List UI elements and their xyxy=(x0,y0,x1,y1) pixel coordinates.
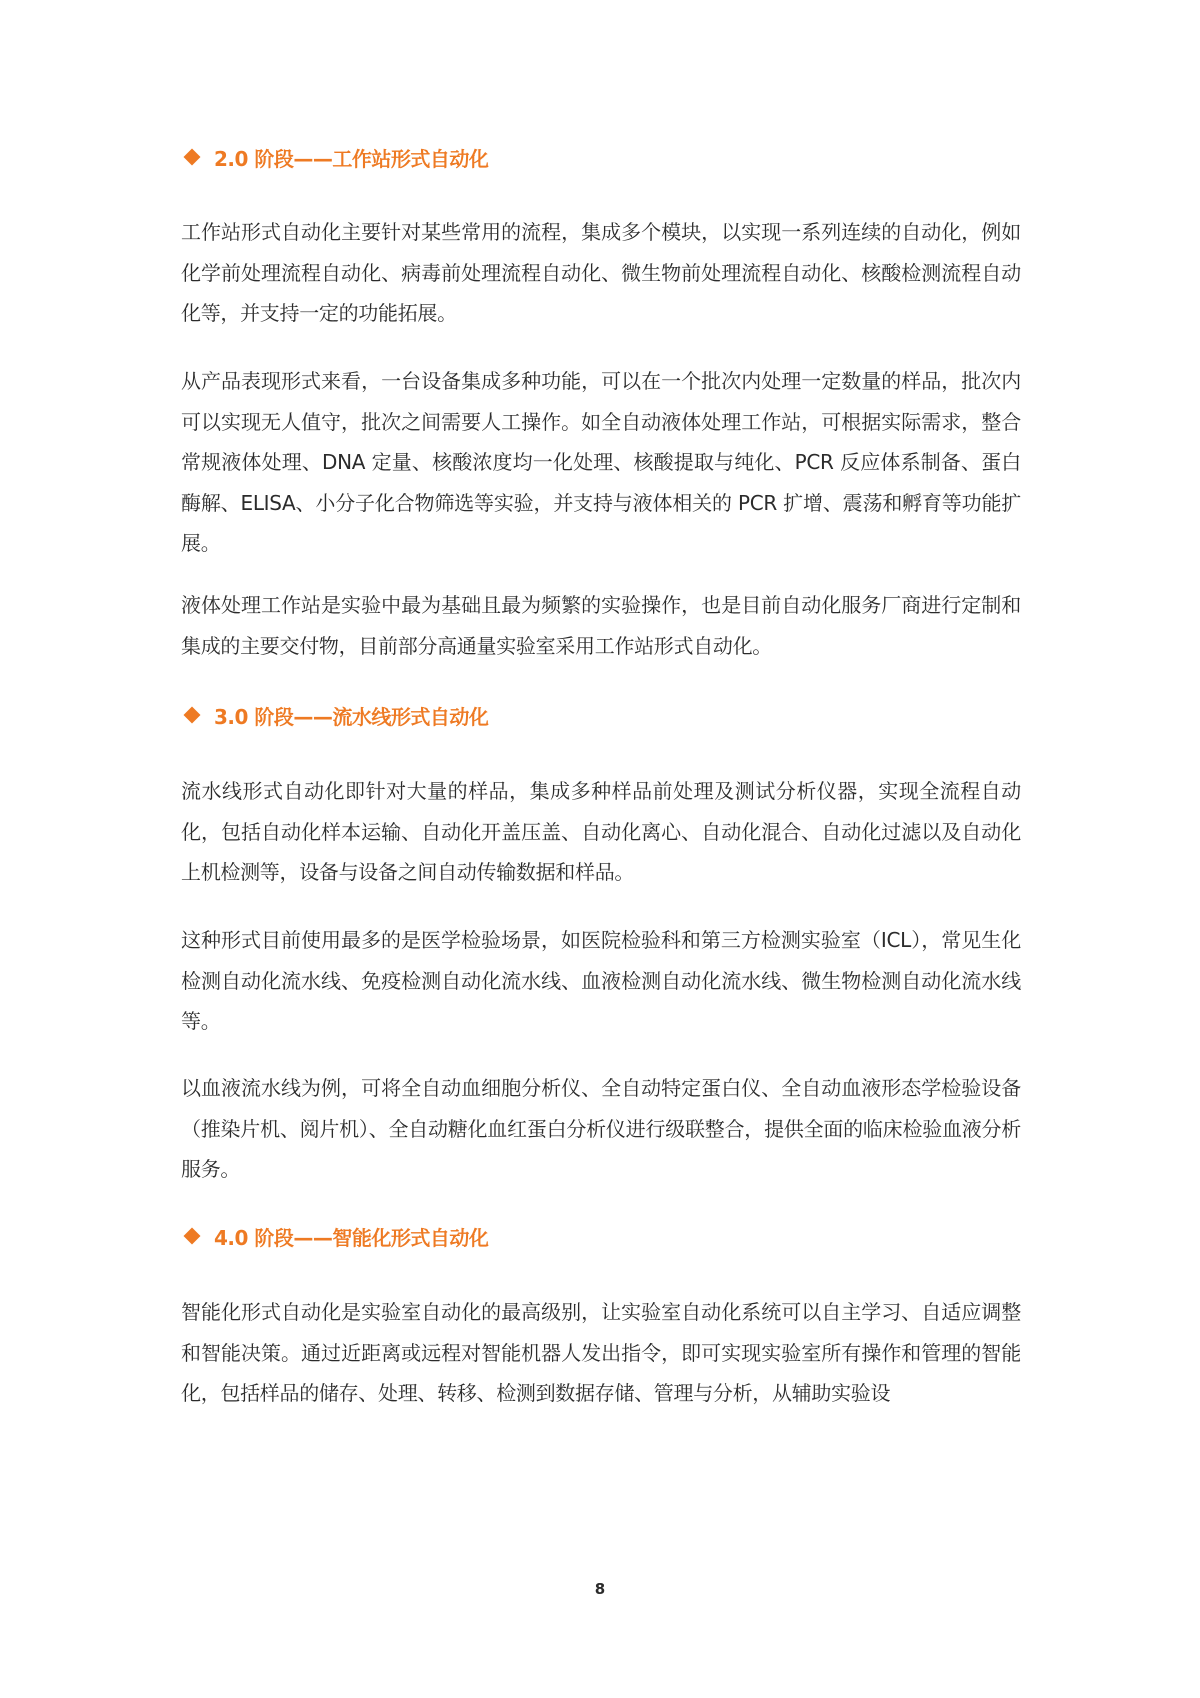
section-heading-2-0 xyxy=(181,139,488,175)
paragraph: 液体处理工作站是实验中最为基础且最为频繁的实验操作，也是目前自动化服务厂商进行定制和集成的主要交付物，目前部分高通量实验室采用工作站形式自动化。 xyxy=(181,593,1021,658)
diamond-bullet-icon xyxy=(184,707,201,724)
document-page xyxy=(181,0,1021,1698)
paragraph: 工作站形式自动化主要针对某些常用的流程，集成多个模块，以实现一系列连续的自动化，例如化学前处理流程自动化、病毒前处理流程自动化、微生物前处理流程自动化、核酸检测流程自动化等，并支持一定的功能拓展。 xyxy=(181,220,1021,325)
section-heading-text: 3.0 阶段——流水线形式自动化 xyxy=(214,704,489,729)
section-heading-text: 2.0 阶段——工作站形式自动化 xyxy=(214,146,489,171)
section-heading-3-0 xyxy=(181,697,488,733)
section-heading-text: 4.0 阶段——智能化形式自动化 xyxy=(214,1225,489,1250)
paragraph: 以血液流水线为例，可将全自动血细胞分析仪、全自动特定蛋白仪、全自动血液形态学检验设备（推染片机、阅片机）、全自动糖化血红蛋白分析仪进行级联整合，提供全面的临床检验血液分析服务。 xyxy=(181,1076,1021,1181)
diamond-bullet-icon xyxy=(184,149,201,166)
diamond-bullet-icon xyxy=(184,1228,201,1245)
page-number: 8 xyxy=(594,1580,606,1598)
paragraph: 智能化形式自动化是实验室自动化的最高级别，让实验室自动化系统可以自主学习、自适应调整和智能决策。通过近距离或远程对智能机器人发出指令，即可实现实验室所有操作和管理的智能化，包括样品的储存、处理、转移、检测到数据存储、管理与分析，从辅助实验设 xyxy=(181,1300,1021,1405)
paragraph: 从产品表现形式来看，一台设备集成多种功能，可以在一个批次内处理一定数量的样品，批次内可以实现无人值守，批次之间需要人工操作。如全自动液体处理工作站，可根据实际需求，整合常规液体处理、DNA 定量、核酸浓度均一化处理、核酸提取与纯化、PCR 反应体系制备、蛋白酶解、ELISA、小分子化合物筛选等实验，并支持与液体相关的 PCR 扩增、震荡和孵育等功能扩展。 xyxy=(181,369,1021,555)
paragraph: 这种形式目前使用最多的是医学检验场景，如医院检验科和第三方检测实验室（ICL），常见生化检测自动化流水线、免疫检测自动化流水线、血液检测自动化流水线、微生物检测自动化流水线等。 xyxy=(181,928,1021,1033)
paragraph: 流水线形式自动化即针对大量的样品，集成多种样品前处理及测试分析仪器，实现全流程自动化，包括自动化样本运输、自动化开盖压盖、自动化离心、自动化混合、自动化过滤以及自动化上机检测等，设备与设备之间自动传输数据和样品。 xyxy=(181,779,1021,884)
section-heading-4-0 xyxy=(181,1218,488,1254)
